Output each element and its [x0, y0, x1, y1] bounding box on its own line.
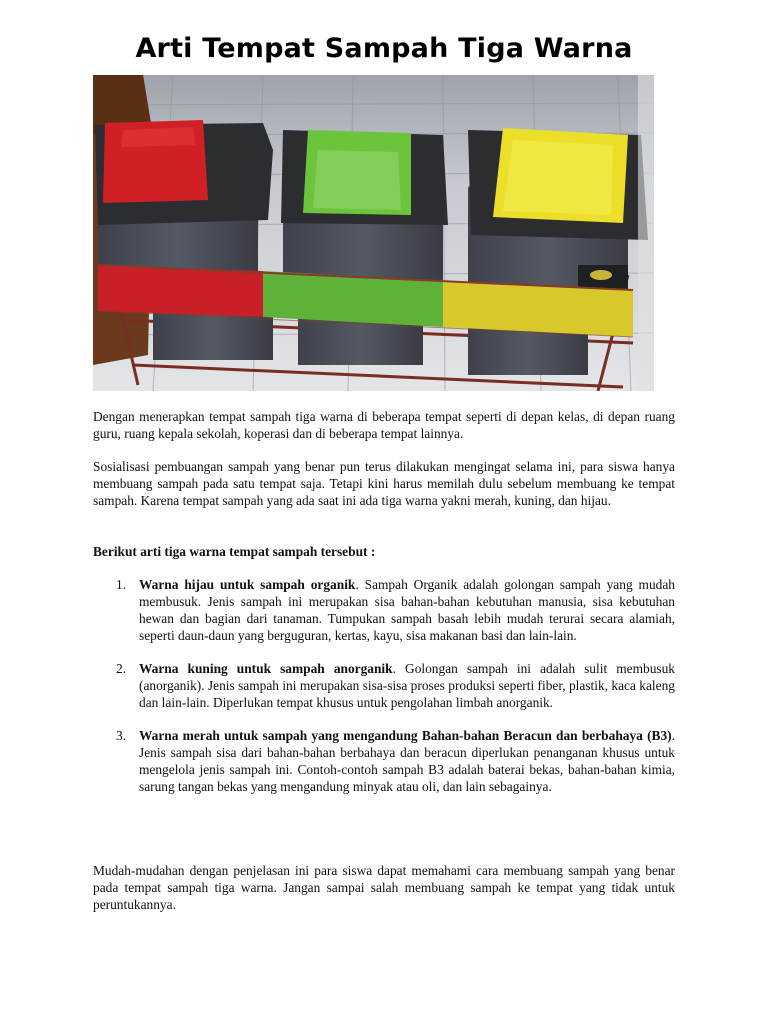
- trash-bins-photo: [93, 75, 654, 391]
- list-item-yellow: [93, 660, 675, 711]
- color-meaning-list: [93, 576, 675, 811]
- list-item-text: . Golongan sampah ini adalah sulit membusuk (anorganik). Jenis sampah ini merupakan sisa-sisa proses produksi seperti fiber, plastik, kaca kaleng dan lain-lain. Diperlukan tempat khusus untuk pengolahan limbah anorganik.: [139, 661, 676, 710]
- list-number: 1.: [116, 577, 127, 592]
- list-item-text: . Jenis sampah sisa dari bahan-bahan berbahaya dan beracun diperlukan penanganan khusus untuk mengelola jenis sampah ini. Contoh-contoh sampah B3 adalah baterai bekas, bahan-bahan kimia, sarung tangan bekas yang mengandung minyak atau oli, dan lain sebagainya.: [139, 728, 675, 794]
- list-heading: Berikut arti tiga warna tempat sampah tersebut :: [93, 544, 376, 559]
- socialization-paragraph: Sosialisasi pembuangan sampah yang benar pun terus dilakukan mengingat selama ini, para siswa hanya membuang sampah pada satu tempat saja. Tetapi kini harus memilah dulu sebelum membuang ke tempat sampah. Karena tempat sampah yang ada saat ini ada tiga warna yakni merah, kuning, dan hijau.: [93, 459, 675, 508]
- list-item-title: Warna hijau untuk sampah organik: [139, 577, 356, 592]
- list-item-title: Warna kuning untuk sampah anorganik: [139, 661, 393, 676]
- trash-bins-illustration: [93, 75, 654, 391]
- intro-paragraph: Dengan menerapkan tempat sampah tiga warna di beberapa tempat seperti di depan kelas, di depan ruang guru, ruang kepala sekolah, koperasi dan di beberapa tempat lainnya.: [93, 409, 675, 441]
- list-item-green: [93, 576, 675, 644]
- list-item-title: Warna merah untuk sampah yang mengandung Bahan-bahan Beracun dan berbahaya (B3): [139, 728, 672, 743]
- list-number: 2.: [116, 661, 127, 676]
- list-number: 3.: [116, 728, 127, 743]
- closing-paragraph: Mudah-mudahan dengan penjelasan ini para siswa dapat memahami cara membuang sampah yang benar pada tempat sampah tiga warna. Jangan sampai salah membuang sampah ke tempat yang tidak untuk peruntukannya.: [93, 863, 675, 912]
- list-item-text: . Sampah Organik adalah golongan sampah yang mudah membusuk. Jenis sampah ini merupakan sisa bahan-bahan kebutuhan manusia, sisa kebutuhan hewan dan bagian dari tanaman. Tumpukan sampah basah lebih mudah terurai secara alamiah, seperti daun-daun yang berguguran, kertas, kayu, sisa makanan basi dan lain-lain.: [139, 577, 675, 643]
- document-title: Arti Tempat Sampah Tiga Warna: [135, 33, 633, 64]
- list-item-red: [93, 727, 675, 795]
